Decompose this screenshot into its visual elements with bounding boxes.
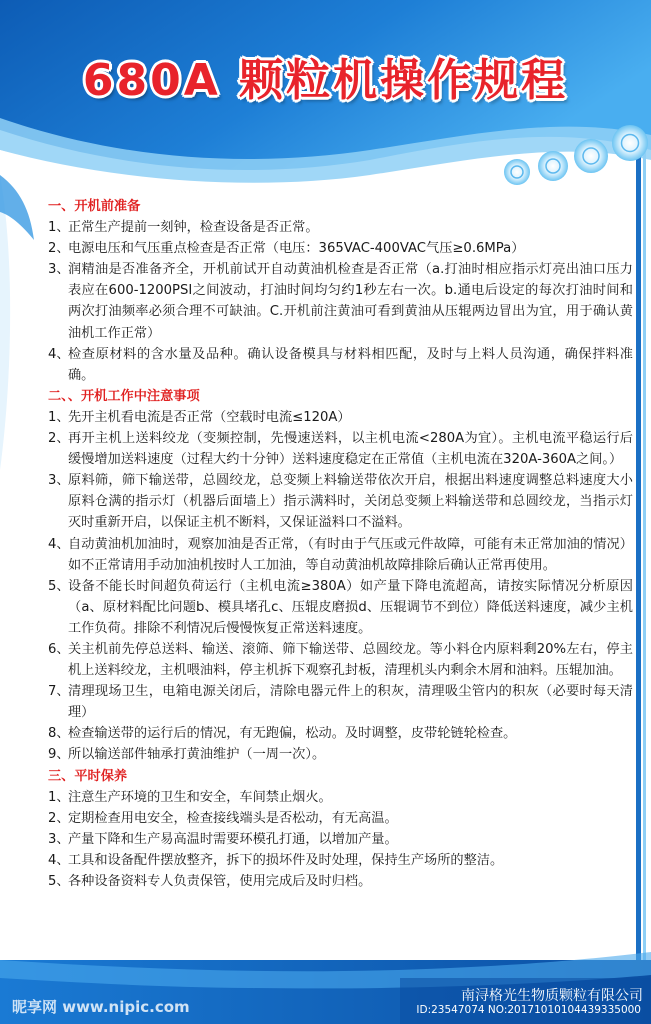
item-text: 先开主机看电流是否正常（空载时电流≤120A） <box>68 409 351 425</box>
watermark-text: 昵享网 www.nipic.com <box>12 998 190 1016</box>
list-item <box>48 238 633 259</box>
item-number: 2、 <box>48 241 70 257</box>
watermark-id: ID:23547074 NO:20171010104439335000 <box>416 1004 641 1016</box>
item-text: 检查原材料的含水量及品种。确认设备模具与材料相匹配，及时与上料人员沟通，确保拌料准确。 <box>68 346 633 383</box>
item-number: 7、 <box>48 684 70 700</box>
item-text: 润精油是否准备齐全，开机前试开自动黄油机检查是否正常（a.打油时相应指示灯亮出油口压力表应在600-1200PSI之间波动，打油时间均匀约1秒左右一次。b.通电后设定的每次打油时间和两次打油频率必须合理不可缺油。C.开机前注黄油可看到黄油从压辊两边冒出为宜，用于确认黄油机工作正常） <box>68 262 633 341</box>
list-item <box>48 217 633 238</box>
procedure-content <box>48 196 633 892</box>
item-text: 各种设备资料专人负责保管，使用完成后及时归档。 <box>68 874 372 889</box>
item-text: 电源电压和气压重点检查是否正常（电压：365VAC-400VAC气压≥0.6MPa） <box>68 241 525 257</box>
item-number: 2、 <box>48 810 70 826</box>
item-number: 5、 <box>48 874 70 889</box>
section-heading-preparation: 一、开机前准备 <box>48 199 141 214</box>
list-item <box>48 744 633 765</box>
list-item <box>48 259 633 343</box>
section-heading-maintenance: 三、平时保养 <box>48 768 128 784</box>
list-item <box>48 428 633 470</box>
item-text: 再开主机上送料绞龙（变频控制，先慢速送料，以主机电流<280A为宜）。主机电流平稳运行后缓慢增加送料速度（过程大约十分钟）送料速度稳定在正常值（主机电流在320A-360A之间。） <box>68 431 633 468</box>
list-item <box>48 850 633 871</box>
item-text: 定期检查用电安全，检查接线端头是否松动，有无高温。 <box>68 810 398 826</box>
item-number: 3、 <box>48 831 70 847</box>
list-item <box>48 576 633 639</box>
item-number: 5、 <box>48 578 70 594</box>
item-number: 1、 <box>48 220 70 236</box>
item-number: 4、 <box>48 536 70 552</box>
list-item <box>48 534 633 576</box>
item-number: 3、 <box>48 473 70 489</box>
item-text: 原料筛，筛下输送带，总圆绞龙，总变频上料输送带依次开启，根据出料速度调整总料速度大小原料仓满的指示灯（机器后面墙上）指示满料时，关闭总变频上料输送带和总圆绞龙，当指示灯灭时重新开启，以保证主机不断料，又保证溢料口不溢料。 <box>68 473 633 531</box>
list-item <box>48 829 633 850</box>
item-text: 所以输送部件轴承打黄油维护（一周一次）。 <box>68 747 326 763</box>
item-text: 正常生产提前一刻钟，检查设备是否正常。 <box>68 220 319 236</box>
item-number: 8、 <box>48 726 70 742</box>
list-item <box>48 639 633 681</box>
item-number: 4、 <box>48 346 70 362</box>
list-item <box>48 808 633 829</box>
list-item <box>48 723 633 744</box>
list-item <box>48 344 633 386</box>
item-number: 4、 <box>48 852 70 868</box>
item-number: 1、 <box>48 409 70 425</box>
item-text: 设备不能长时间超负荷运行（主机电流≥380A）如产量下降电流超高，请按实际情况分析原因（a、原材料配比问题b、模具堵孔c、压辊皮磨损d、压辊调节不到位）降低送料速度，减少主机工作负荷。排除不利情况后慢慢恢复正常送料速度。 <box>68 578 633 636</box>
item-text: 关主机前先停总送料、输送、滚筛、筛下输送带、总圆绞龙。等小料仓内原料剩20%左右，停主机上送料绞龙，主机喂油料，停主机拆下观察孔封板，清理机头内剩余木屑和油料。压辊加油。 <box>68 641 633 679</box>
item-text: 检查输送带的运行后的情况，有无跑偏，松动。及时调整，皮带轮链轮检查。 <box>68 726 517 742</box>
item-number: 2、 <box>48 431 70 447</box>
list-item <box>48 871 633 892</box>
item-number: 6、 <box>48 641 70 657</box>
list-item <box>48 407 633 428</box>
item-text: 自动黄油机加油时，观察加油是否正常，（有时由于气压或元件故障，可能有未正常加油的情况）如不正常请用手动加油机按时人工加油，等自动黄油机故障排除后确认正常再使用。 <box>68 536 633 573</box>
list-item <box>48 787 633 808</box>
item-number: 1、 <box>48 789 70 805</box>
page-title: 680A 颗粒机操作规程 <box>82 55 569 106</box>
section-heading-operation: 二、、开机工作中注意事项 <box>48 388 200 404</box>
item-text: 产量下降和生产易高温时需要环模孔打通，以增加产量。 <box>68 831 398 847</box>
item-text: 注意生产环境的卫生和安全，车间禁止烟火。 <box>68 789 332 805</box>
company-name: 南浔格光生物质颗粒有限公司 <box>461 988 643 1004</box>
list-item <box>48 470 633 533</box>
item-number: 3、 <box>48 262 70 278</box>
item-number: 9、 <box>48 747 70 763</box>
item-text: 清理现场卫生，电箱电源关闭后，清除电器元件上的积灰，清理吸尘管内的积灰（必要时每天清理） <box>68 684 633 721</box>
list-item <box>48 681 633 723</box>
item-text: 工具和设备配件摆放整齐，拆下的损坏件及时处理，保持生产场所的整洁。 <box>68 852 504 868</box>
